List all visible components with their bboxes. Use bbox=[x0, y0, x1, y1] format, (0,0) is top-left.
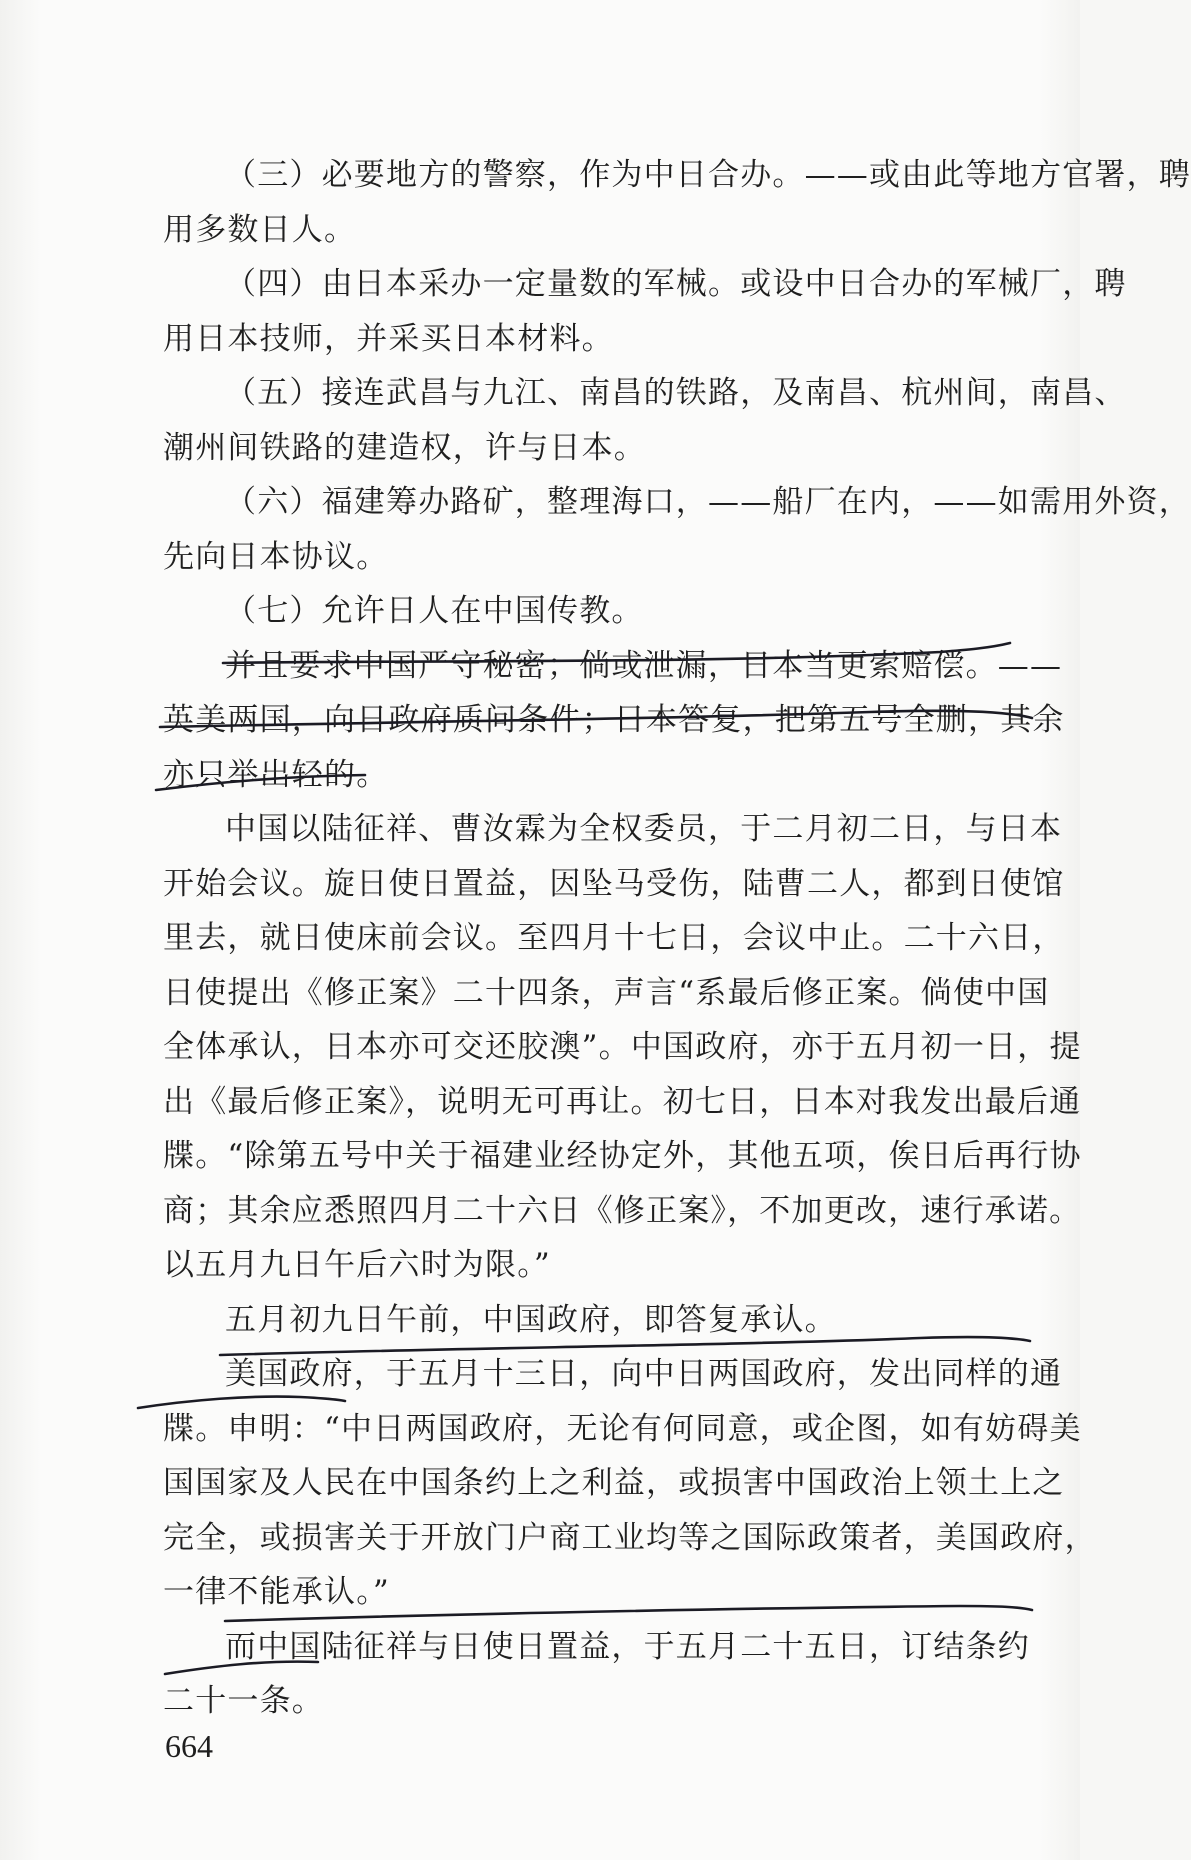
text-line: 完全，或损害关于开放门户商工业均等之国际政策者，美国政府， bbox=[163, 1519, 1097, 1556]
text-line: 潮州间铁路的建造权，许与日本。 bbox=[163, 429, 646, 466]
text-line: 用日本技师，并采买日本材料。 bbox=[163, 320, 614, 357]
text-line: （七）允许日人在中国传教。 bbox=[225, 593, 644, 629]
text-line: 日使提出《修正案》二十四条，声言“系最后修正案。倘使中国 bbox=[163, 974, 1050, 1011]
text-line: 牒。申明：“中日两国政府，无论有何同意，或企图，如有妨碍美 bbox=[163, 1410, 1082, 1447]
text-line: 美国政府，于五月十三日，向中日两国政府，发出同样的通 bbox=[225, 1356, 1063, 1392]
text-line: （三）必要地方的警察，作为中日合办。——或由此等地方官署，聘 bbox=[225, 157, 1191, 193]
text-line: （六）福建筹办路矿，整理海口，——船厂在内，——如需用外资， bbox=[225, 484, 1191, 520]
text-line: 出《最后修正案》，说明无可再让。初七日，日本对我发出最后通 bbox=[163, 1083, 1082, 1120]
text-line: 一律不能承认。” bbox=[163, 1574, 390, 1610]
text-line: 商；其余应悉照四月二十六日《修正案》，不加更改，速行承诺。 bbox=[163, 1192, 1082, 1229]
page-number: 664 bbox=[165, 1728, 213, 1764]
text-line: 开始会议。旋日使日置益，因坠马受伤，陆曹二人，都到日使馆 bbox=[163, 865, 1065, 902]
text-line: 以五月九日午后六时为限。” bbox=[163, 1247, 551, 1283]
text-line: 用多数日人。 bbox=[163, 211, 357, 248]
text-line: 中国以陆征祥、曹汝霖为全权委员，于二月初二日，与日本 bbox=[225, 811, 1063, 847]
text-line: 全体承认，日本亦可交还胶澳”。中国政府，亦于五月初一日，提 bbox=[163, 1029, 1082, 1065]
text-line: 并且要求中国严守秘密；倘或泄漏，日本当更索赔偿。—— bbox=[225, 647, 1063, 684]
text-line: 牒。“除第五号中关于福建业经协定外，其他五项，俟日后再行协 bbox=[163, 1138, 1082, 1174]
text-line: 里去，就日使床前会议。至四月十七日，会议中止。二十六日， bbox=[163, 920, 1065, 956]
text-line: 而中国陆征祥与日使日置益，于五月二十五日，订结条约 bbox=[225, 1628, 1030, 1665]
text-line: 二十一条。 bbox=[163, 1683, 324, 1719]
text-line: （四）由日本采办一定量数的军械。或设中日合办的军械厂，聘 bbox=[225, 266, 1127, 302]
text-line: 五月初九日午前，中国政府，即答复承认。 bbox=[225, 1301, 837, 1338]
text-line: 先向日本协议。 bbox=[163, 538, 389, 575]
body-text bbox=[163, 148, 1191, 1729]
text-line: 亦只举出轻的。 bbox=[163, 756, 389, 793]
text-line: （五）接连武昌与九江、南昌的铁路，及南昌、杭州间，南昌、 bbox=[225, 375, 1127, 411]
text-line: 英美两国，向日政府质问条件；日本答复，把第五号全删，其余 bbox=[163, 702, 1065, 738]
text-line: 国国家及人民在中国条约上之利益，或损害中国政治上领土上之 bbox=[163, 1465, 1065, 1501]
